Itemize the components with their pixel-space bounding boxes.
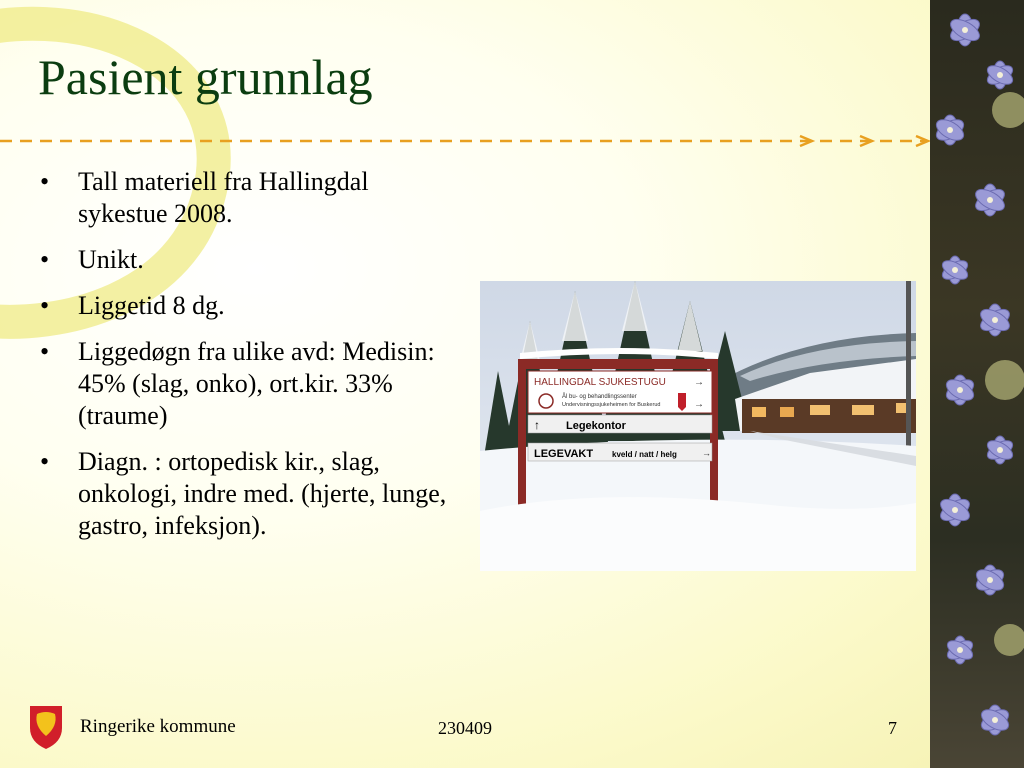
bullet-marker: • bbox=[40, 291, 50, 320]
svg-text:→: → bbox=[694, 377, 704, 388]
svg-text:→: → bbox=[694, 399, 704, 410]
bullet-item bbox=[40, 166, 460, 230]
svg-text:→: → bbox=[702, 448, 711, 458]
bullet-list bbox=[40, 166, 460, 556]
decorative-flower-strip bbox=[930, 0, 1024, 768]
hospital-sign-photo bbox=[480, 281, 916, 571]
bullet-item bbox=[40, 446, 460, 542]
sign-subtitle-1: Ål bu- og behandlingssenter bbox=[562, 394, 637, 400]
bullet-marker: • bbox=[40, 447, 50, 476]
bullet-marker: • bbox=[40, 245, 50, 274]
page-number: 7 bbox=[888, 718, 897, 738]
svg-text:↑: ↑ bbox=[534, 418, 540, 432]
sign-legevakt: LEGEVAKT bbox=[534, 448, 594, 460]
bullet-marker: • bbox=[40, 167, 50, 196]
slide-title: Pasient grunnlag bbox=[38, 49, 373, 105]
bullet-text: Unikt. bbox=[78, 245, 144, 274]
bullet-text: Tall materiell fra Hallingdal sykestue 2008. bbox=[78, 167, 369, 228]
bullet-text: Liggedøgn fra ulike avd: Medisin: 45% (slag, onko), ort.kir. 33% (traume) bbox=[78, 337, 435, 430]
sign-legevakt-hours: kveld / natt / helg bbox=[612, 450, 677, 459]
bullet-item bbox=[40, 290, 460, 322]
footer-organization: Ringerike kommune bbox=[80, 716, 236, 737]
footer-date-code: 230409 bbox=[438, 718, 492, 738]
bullet-text: Diagn. : ortopedisk kir., slag, onkologi, indre med. (hjerte, lunge, gastro, infeksjon). bbox=[78, 447, 447, 540]
bullet-item bbox=[40, 336, 460, 432]
bullet-item bbox=[40, 244, 460, 276]
municipality-shield-icon bbox=[28, 704, 64, 750]
bullet-marker: • bbox=[40, 337, 50, 366]
sign-legekontor: Legekontor bbox=[566, 420, 626, 432]
bullet-text: Liggetid 8 dg. bbox=[78, 291, 225, 320]
title-divider bbox=[0, 132, 930, 152]
sign-title: HALLINGDAL SJUKESTUGU bbox=[534, 377, 666, 388]
sign-subtitle-2: Undervisningssjukeheimen for Buskerud bbox=[562, 402, 661, 408]
